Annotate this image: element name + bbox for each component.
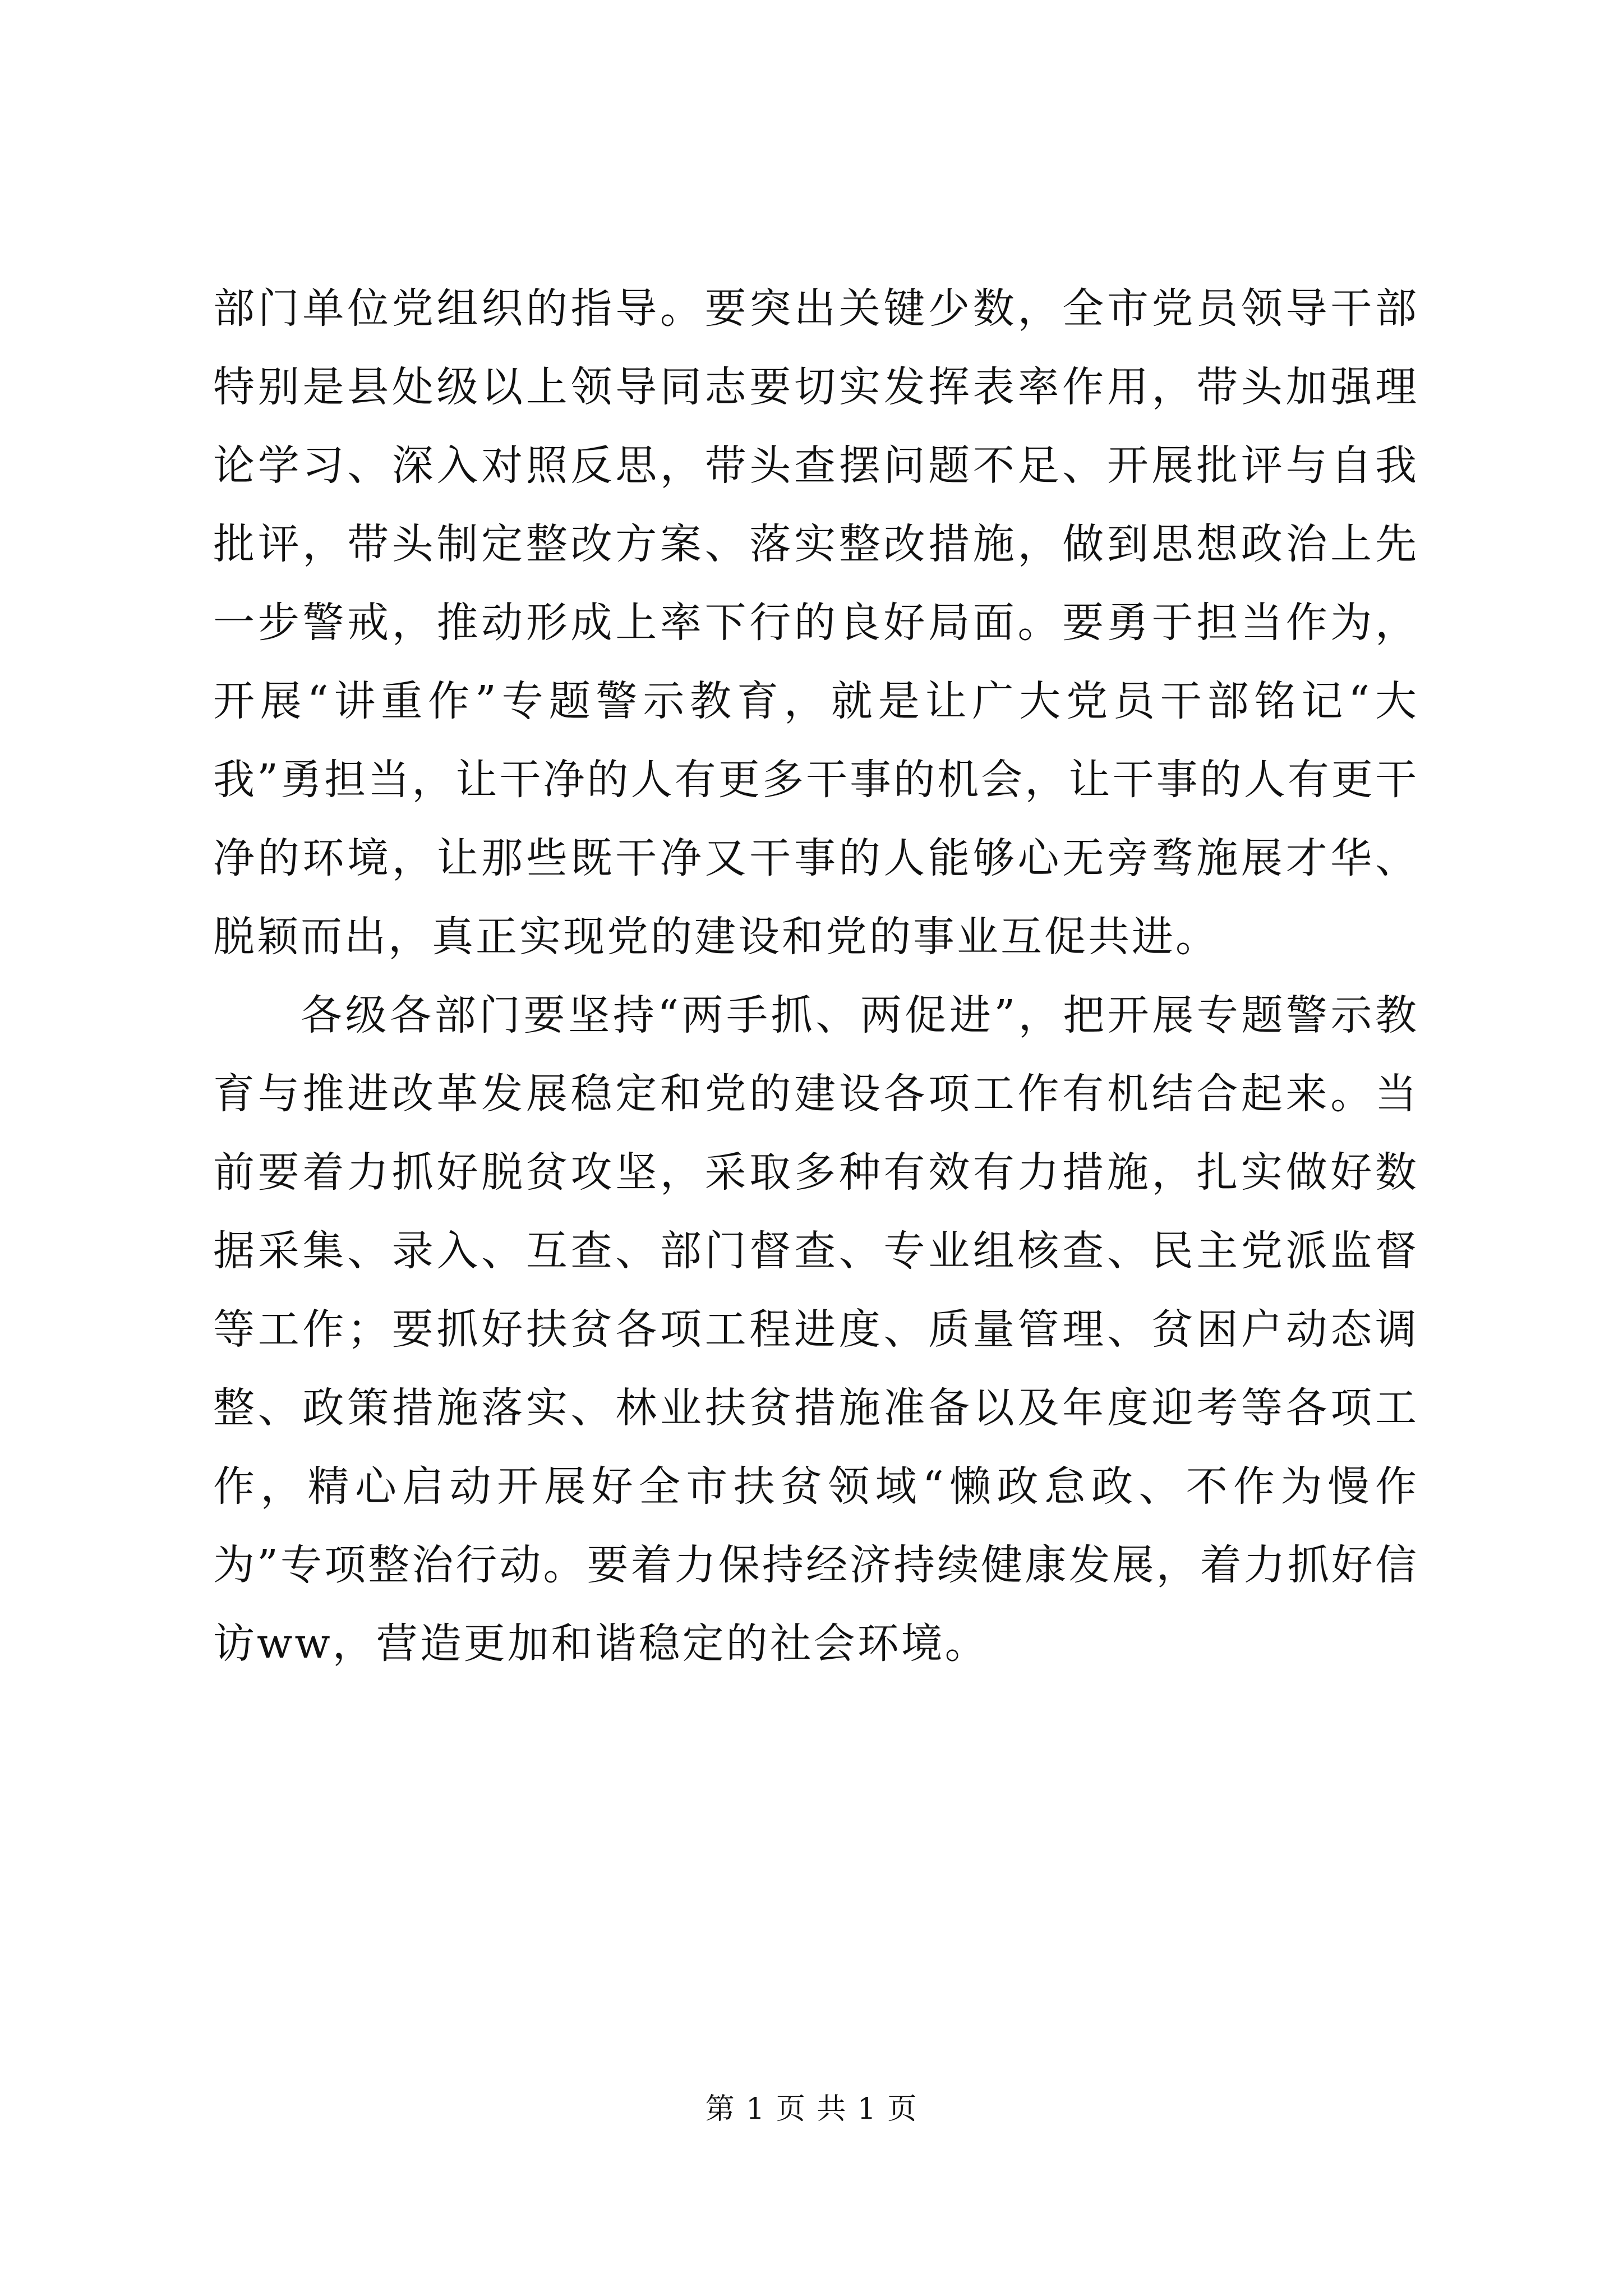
page-footer: 第 1 页 共 1 页: [705, 2092, 918, 2126]
paragraph-1: 部门单位党组织的指导。要突出关键少数，全市党员领导干部特别是县处级以上领导同志要切实发挥表率作用，带头加强理论学习、深入对照反思，带头查摆问题不足、开展批评与自我批评，带头制定整改方案、落实整改措施，做到思想政治上先一步警戒，推动形成上率下行的良好局面。要勇于担当作为，开展“讲重作”专题警示教育，就是让广大党员干部铭记“大我”勇担当，让干净的人有更多干事的机会，让干事的人有更干净的环境，让那些既干净又干事的人能够心无旁骛施展才华、脱颖而出，真正实现党的建设和党的事业互促共进。: [213, 284, 1419, 961]
paragraph-2: 各级各部门要坚持“两手抓、两促进”，把开展专题警示教育与推进改革发展稳定和党的建设各项工作有机结合起来。当前要着力抓好脱贫攻坚，采取多种有效有力措施，扎实做好数据采集、录入、互查、部门督查、专业组核查、民主党派监督等工作；要抓好扶贫各项工程进度、质量管理、贫困户动态调整、政策措施落实、林业扶贫措施准备以及年度迎考等各项工作，精心启动开展好全市扶贫领域“懒政怠政、不作为慢作为”专项整治行动。要着力保持经济持续健康发展，着力抓好信访ww，营造更加和谐稳定的社会环境。: [213, 991, 1419, 1668]
document-body: [213, 269, 1419, 1683]
